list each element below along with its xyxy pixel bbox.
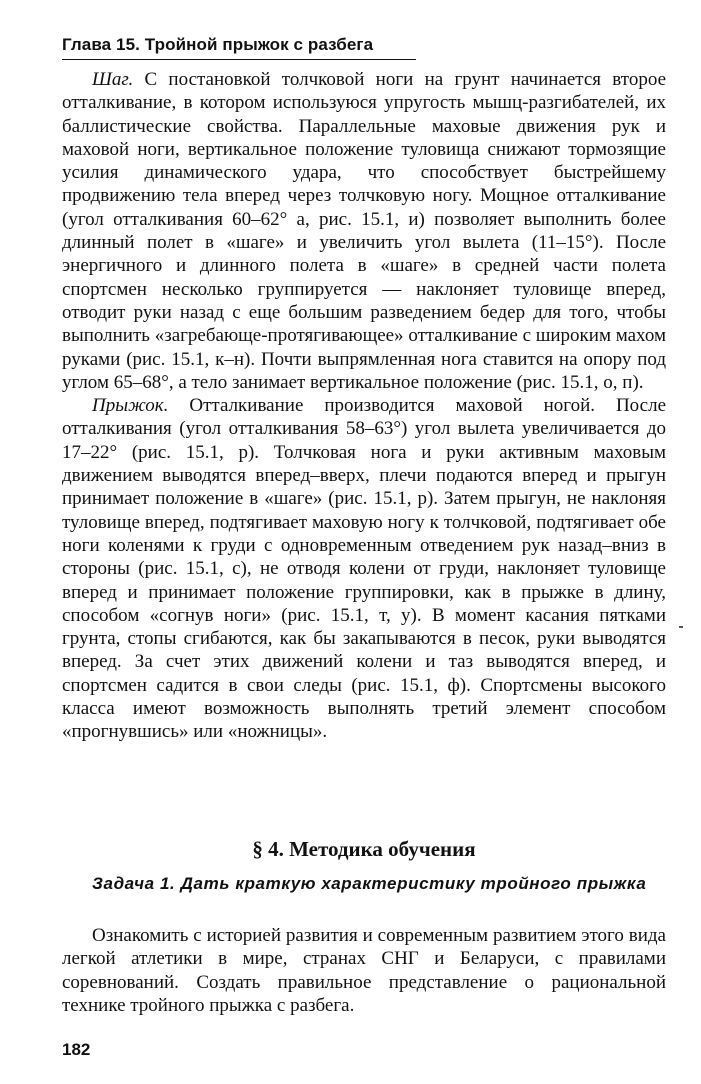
running-head: Глава 15. Тройной прыжок с разбега	[62, 35, 374, 54]
paragraph-text-jump: Отталкивание производится маховой ногой. После отталкивания (угол отталкивания 58–63°) угол вылета увеличивается до 17–22° (рис. 15.1, р). Толчковая нога и руки активным маховым движением выводятся вперед–вверх, плечи подаются вперед и прыгун принимает положение в «шаге» (рис. 15.1, р). Затем прыгун, не наклоняя туловище вперед, подтягивает маховую ногу к толчковой, подтягивает обе ноги коленями к груди с одновременным отведением рук назад–вниз в стороны (рис. 15.1, с), не отводя колени от груди, наклоняет туловище вперед и принимает положение группировки, как в прыжке в длину, способом «согнув ноги» (рис. 15.1, т, у). В момент касания пятками грунта, стопы сгибаются, как бы закапываются в песок, руки выводятся вперед. За счет этих движений колени и таз выводятся вперед, и спортсмен садится в свои следы (рис. 15.1, ф). Спортсмены высокого класса имеют возможность выполнять третий элемент способом «прогнувшись» или «ножницы».	[62, 395, 666, 743]
paragraph-text-step: С постановкой толчковой ноги на грунт начинается второе отталкивание, в котором используюся упругость мышц-разгибателей, их баллистические свойства. Параллельные маховые движения рук и маховой ноги, вертикальное положение туловища снижают тормозящие усилия динамического удара, что способствует быстрейшему продвижению тела вперед через толчковую ногу. Мощное отталкивание (угол отталкивания 60–62° а, рис. 15.1, и) позволяет выполнить более длинный полет в «шаге» и увеличить угол вылета (11–15°). После энергичного и длинного полета в «шаге» в средней части полета спортсмен несколько группируется — наклоняет туловище вперед, отводит руки назад с еще большим разведением бедер для того, чтобы выполнить «загребающе-протягивающее» отталкивание с широким махом руками (рис. 15.1, к–н). Почти выпрямленная нога ставится на опору под углом 65–68°, а тело занимает вертикальное положение (рис. 15.1, о, п).	[62, 69, 666, 393]
task-heading: Задача 1. Дать краткую характеристику тройного прыжка	[92, 874, 647, 893]
running-head-underline	[62, 59, 416, 60]
print-speck	[679, 626, 683, 628]
paragraph-lead-jump: Прыжок.	[92, 395, 169, 417]
section-heading: § 4. Методика обучения	[252, 837, 476, 861]
paragraph-jump	[62, 394, 666, 743]
page-number: 182	[62, 1040, 91, 1059]
paragraph-step	[62, 68, 666, 394]
task-paragraph: Ознакомить с историей развития и современным развитием этого вида легкой атлетики в мире, странах СНГ и Беларуси, с правилами соревнований. Создать правильное представление о рациональной технике тройного прыжка с разбега.	[62, 925, 666, 1016]
paragraph-lead-step: Шаг.	[92, 69, 134, 90]
body-text	[62, 68, 666, 744]
task-text	[62, 924, 666, 1017]
